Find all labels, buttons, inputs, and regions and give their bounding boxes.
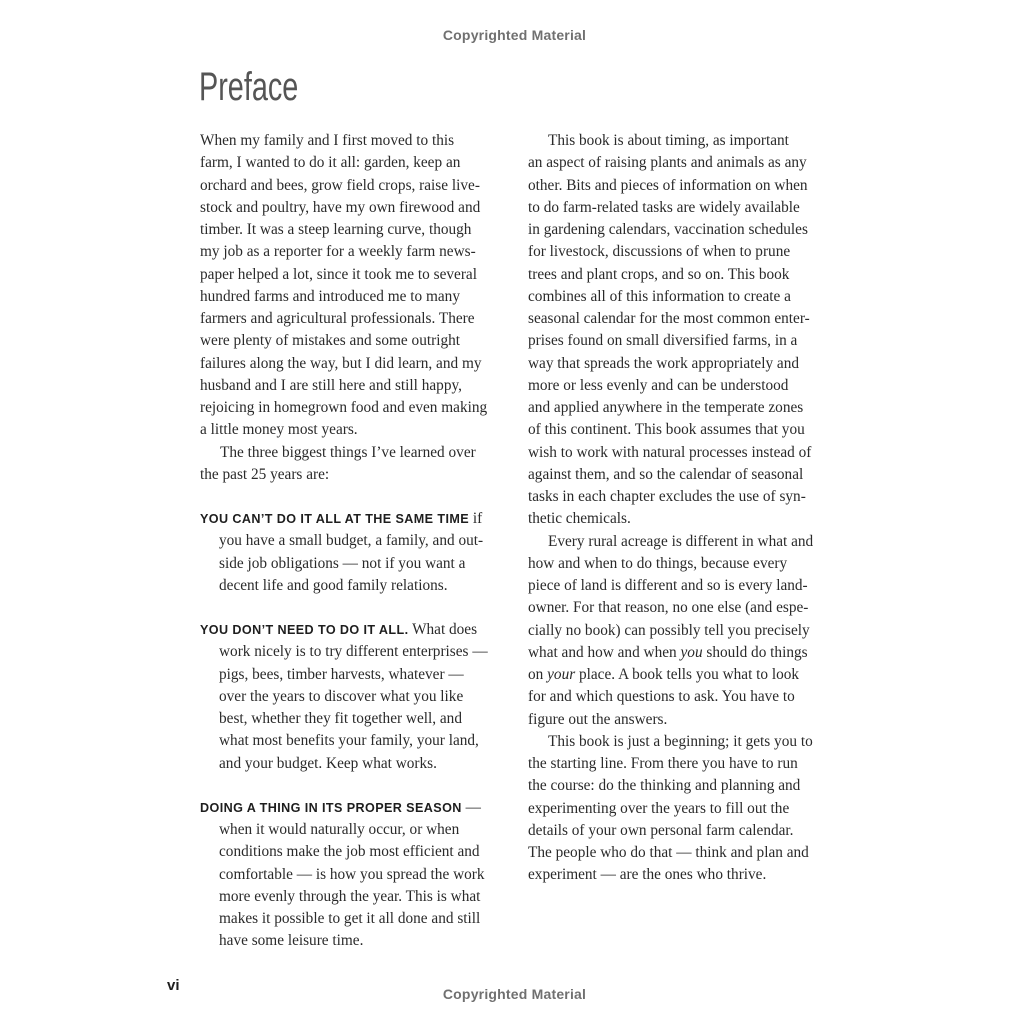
text-line: the course: do the thinking and planning and [528, 777, 801, 795]
lesson-text: What does [408, 621, 478, 638]
emphasis-you: you [680, 643, 703, 661]
page-title: Preface [199, 65, 299, 109]
text-line: combines all of this information to create a [528, 287, 791, 305]
lesson-item [200, 508, 510, 597]
text-line: for and which questions to ask. You have to [528, 688, 795, 706]
text-line [528, 642, 838, 664]
text-line: piece of land is different and so is every land- [528, 577, 808, 594]
text-line: seasonal calendar for the most common enter- [528, 310, 810, 327]
lesson-heading: YOU CAN’T DO IT ALL AT THE SAME TIME [200, 512, 470, 526]
text-line: side job obligations — not if you want a [219, 554, 466, 572]
text-line: The three biggest things I’ve learned over [220, 443, 476, 461]
text-line: makes it possible to get it all done and still [219, 910, 481, 927]
copyright-watermark-bottom: Copyrighted Material [442, 986, 587, 1002]
lessons-intro-paragraph [200, 442, 510, 487]
text-line [200, 508, 510, 530]
text-line: timber. It was a steep learning curve, though [200, 221, 472, 238]
text-fragment: place. A book tells you what to look [575, 666, 800, 683]
text-line: the past 25 years are: [200, 465, 330, 483]
lesson-text: if [469, 510, 483, 527]
emphasis-your: your [547, 666, 576, 683]
text-line: have some leisure time. [219, 932, 364, 950]
text-line: Every rural acreage is different in what and [548, 532, 814, 550]
text-line: were plenty of mistakes and some outright [200, 332, 460, 350]
text-line: against them, and so the calendar of seasonal [528, 465, 804, 483]
text-line: prises found on small diversified farms, in a [528, 332, 798, 350]
text-line: figure out the answers. [528, 710, 668, 728]
text-line: farmers and agricultural professionals. There [200, 310, 475, 327]
lesson-text: — [461, 798, 481, 816]
text-line: experiment — are the ones who thrive. [528, 866, 767, 884]
text-line: cially no book) can possibly tell you precisely [528, 621, 810, 639]
beginning-paragraph [528, 731, 838, 887]
text-line: The people who do that — think and plan and [528, 844, 809, 861]
rural-acreage-paragraph [528, 531, 838, 731]
text-line: owner. For that reason, no one else (and espe- [528, 599, 809, 617]
right-column [528, 130, 838, 887]
text-line [528, 664, 838, 686]
text-line: what most benefits your family, your land, [219, 732, 479, 750]
text-line: rejoicing in homegrown food and even making [200, 399, 488, 416]
text-line: details of your own personal farm calendar. [528, 821, 794, 839]
text-line: to do farm-related tasks are widely available [528, 198, 800, 216]
text-line: how and when to do things, because every [528, 554, 788, 572]
text-line: comfortable — is how you spread the work [219, 865, 485, 883]
text-line: when it would naturally occur, or when [219, 821, 460, 838]
text-line: pigs, bees, timber harvests, whatever — [219, 665, 464, 683]
text-line: hundred farms and introduced me to many [200, 287, 460, 305]
text-line: best, whether they fit together well, and [219, 710, 462, 727]
text-line: This book is just a beginning; it gets you to [548, 732, 813, 750]
timing-paragraph [528, 130, 838, 531]
text-line: over the years to discover what you like [219, 687, 464, 705]
text-line: work nicely is to try different enterprises — [219, 643, 488, 661]
text-fragment: on [528, 666, 548, 683]
text-line: farm, I wanted to do it all: garden, keep an [200, 154, 461, 172]
text-line: a little money most years. [200, 421, 358, 439]
text-line: more or less evenly and can be understood [528, 376, 789, 394]
text-line: husband and I are still here and still happy, [200, 376, 462, 394]
lesson-item [200, 797, 510, 953]
text-line: for livestock, discussions of when to prune [528, 243, 791, 261]
text-line: my job as a reporter for a weekly farm news- [200, 243, 476, 261]
page-number: vi [167, 977, 180, 994]
text-line: conditions make the job most efficient and [219, 843, 480, 861]
text-line: of this continent. This book assumes that you [528, 421, 805, 439]
text-line: orchard and bees, grow field crops, raise live- [200, 176, 480, 194]
lesson-item [200, 619, 510, 775]
lesson-heading: DOING A THING IN ITS PROPER SEASON [200, 800, 462, 815]
text-line: other. Bits and pieces of information on when [528, 176, 808, 194]
text-line: paper helped a lot, since it took me to several [200, 265, 477, 283]
text-line: and your budget. Keep what works. [219, 754, 437, 772]
text-line: way that spreads the work appropriately and [528, 354, 800, 372]
text-line: When my family and I first moved to this [200, 132, 455, 149]
text-line: you have a small budget, a family, and out- [219, 532, 484, 550]
text-line: experimenting over the years to fill out the [528, 799, 790, 817]
text-line: This book is about timing, as important [548, 132, 789, 149]
text-line: an aspect of raising plants and animals as any [528, 154, 807, 172]
intro-paragraph [200, 130, 510, 442]
text-line [200, 797, 510, 819]
text-line: thetic chemicals. [528, 510, 631, 528]
text-line: tasks in each chapter excludes the use of syn- [528, 488, 806, 505]
copyright-watermark-top: Copyrighted Material [442, 27, 587, 43]
lesson-heading: YOU DON’T NEED TO DO IT ALL. [200, 623, 409, 637]
text-line: decent life and good family relations. [219, 576, 448, 594]
text-line: trees and plant crops, and so on. This book [528, 265, 790, 283]
text-line: wish to work with natural processes instead of [528, 443, 812, 461]
text-fragment: what and how and when [528, 643, 681, 661]
text-line: stock and poultry, have my own firewood and [200, 198, 481, 216]
text-line [200, 619, 510, 641]
text-line: in gardening calendars, vaccination schedules [528, 221, 808, 238]
text-line: more evenly through the year. This is what [219, 887, 481, 905]
left-column [200, 130, 510, 953]
text-line: failures along the way, but I did learn, and my [200, 354, 482, 372]
text-fragment: should do things [702, 643, 808, 661]
text-line: the starting line. From there you have to run [528, 755, 798, 772]
text-line: and applied anywhere in the temperate zones [528, 399, 804, 416]
